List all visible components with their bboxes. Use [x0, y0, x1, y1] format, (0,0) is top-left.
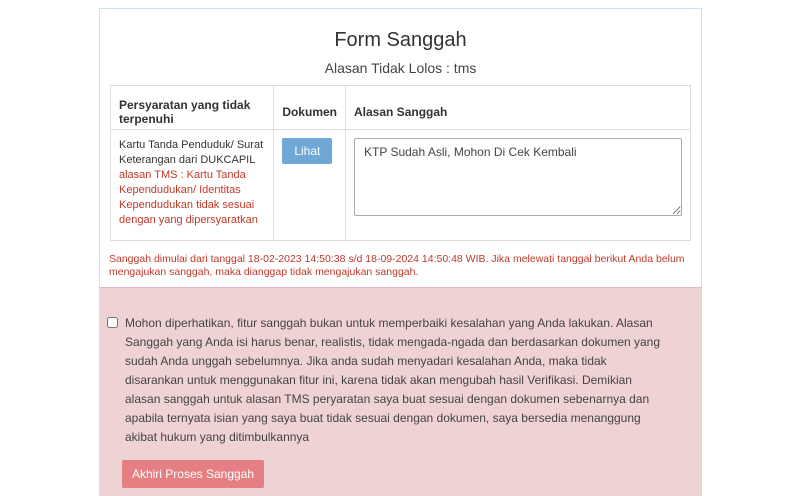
agreement-block	[107, 314, 667, 447]
header-document: Dokumen	[274, 86, 346, 130]
objection-cell	[346, 130, 691, 241]
requirement-reason: alasan TMS : Kartu Tanda Kependudukan/ Identitas Kependudukan tidak sesuai dengan yang dipersyaratkan	[119, 169, 258, 226]
header-requirement: Persyaratan yang tidak terpenuhi	[111, 86, 274, 130]
agreement-checkbox[interactable]	[107, 317, 118, 328]
objection-textarea[interactable]	[354, 138, 682, 216]
deadline-notice: Sanggah dimulai dari tanggal 18-02-2023 14:50:38 s/d 18-09-2024 14:50:48 WIB. Jika melewati tanggal berikut Anda belum mengajukan sanggah, maka dianggap tidak mengajukan sanggah.	[109, 253, 685, 278]
agreement-text: Mohon diperhatikan, fitur sanggah bukan untuk memperbaiki kesalahan yang Anda lakukan. Alasan Sanggah yang Anda isi harus benar, realistis, tidak mengada-ngada dan berdasarkan dokumen yang sudah Anda unggah sebelumnya. Jika anda sudah menyadari kesalahan Anda, maka tidak disarankan untuk menggunakan fitur ini, karena tidak akan mengubah hasil Verifikasi. Demikian alasan sanggah untuk alasan TMS peryaratan saya buat sesuai dengan dokumen sebenarnya dan apabila ternyata isian yang saya buat tidak sesuai dengan dokumen, saya bersedia menanggung akibat hukum yang ditimbulkannya	[125, 316, 661, 444]
form-title: Form Sanggah	[334, 29, 467, 51]
form-sanggah-panel	[99, 8, 702, 495]
table-header-row	[111, 86, 691, 130]
requirement-cell	[111, 130, 274, 241]
end-objection-button[interactable]: Akhiri Proses Sanggah	[122, 460, 264, 488]
header-objection: Alasan Sanggah	[346, 86, 691, 130]
requirement-name: Kartu Tanda Penduduk/ Surat Keterangan dari DUKCAPIL	[119, 139, 264, 166]
agreement-section	[99, 287, 702, 496]
view-document-button[interactable]: Lihat	[282, 138, 332, 164]
document-cell	[274, 130, 346, 241]
form-subtitle: Alasan Tidak Lolos : tms	[324, 60, 477, 76]
table-row	[111, 130, 691, 241]
requirements-table	[110, 85, 691, 241]
